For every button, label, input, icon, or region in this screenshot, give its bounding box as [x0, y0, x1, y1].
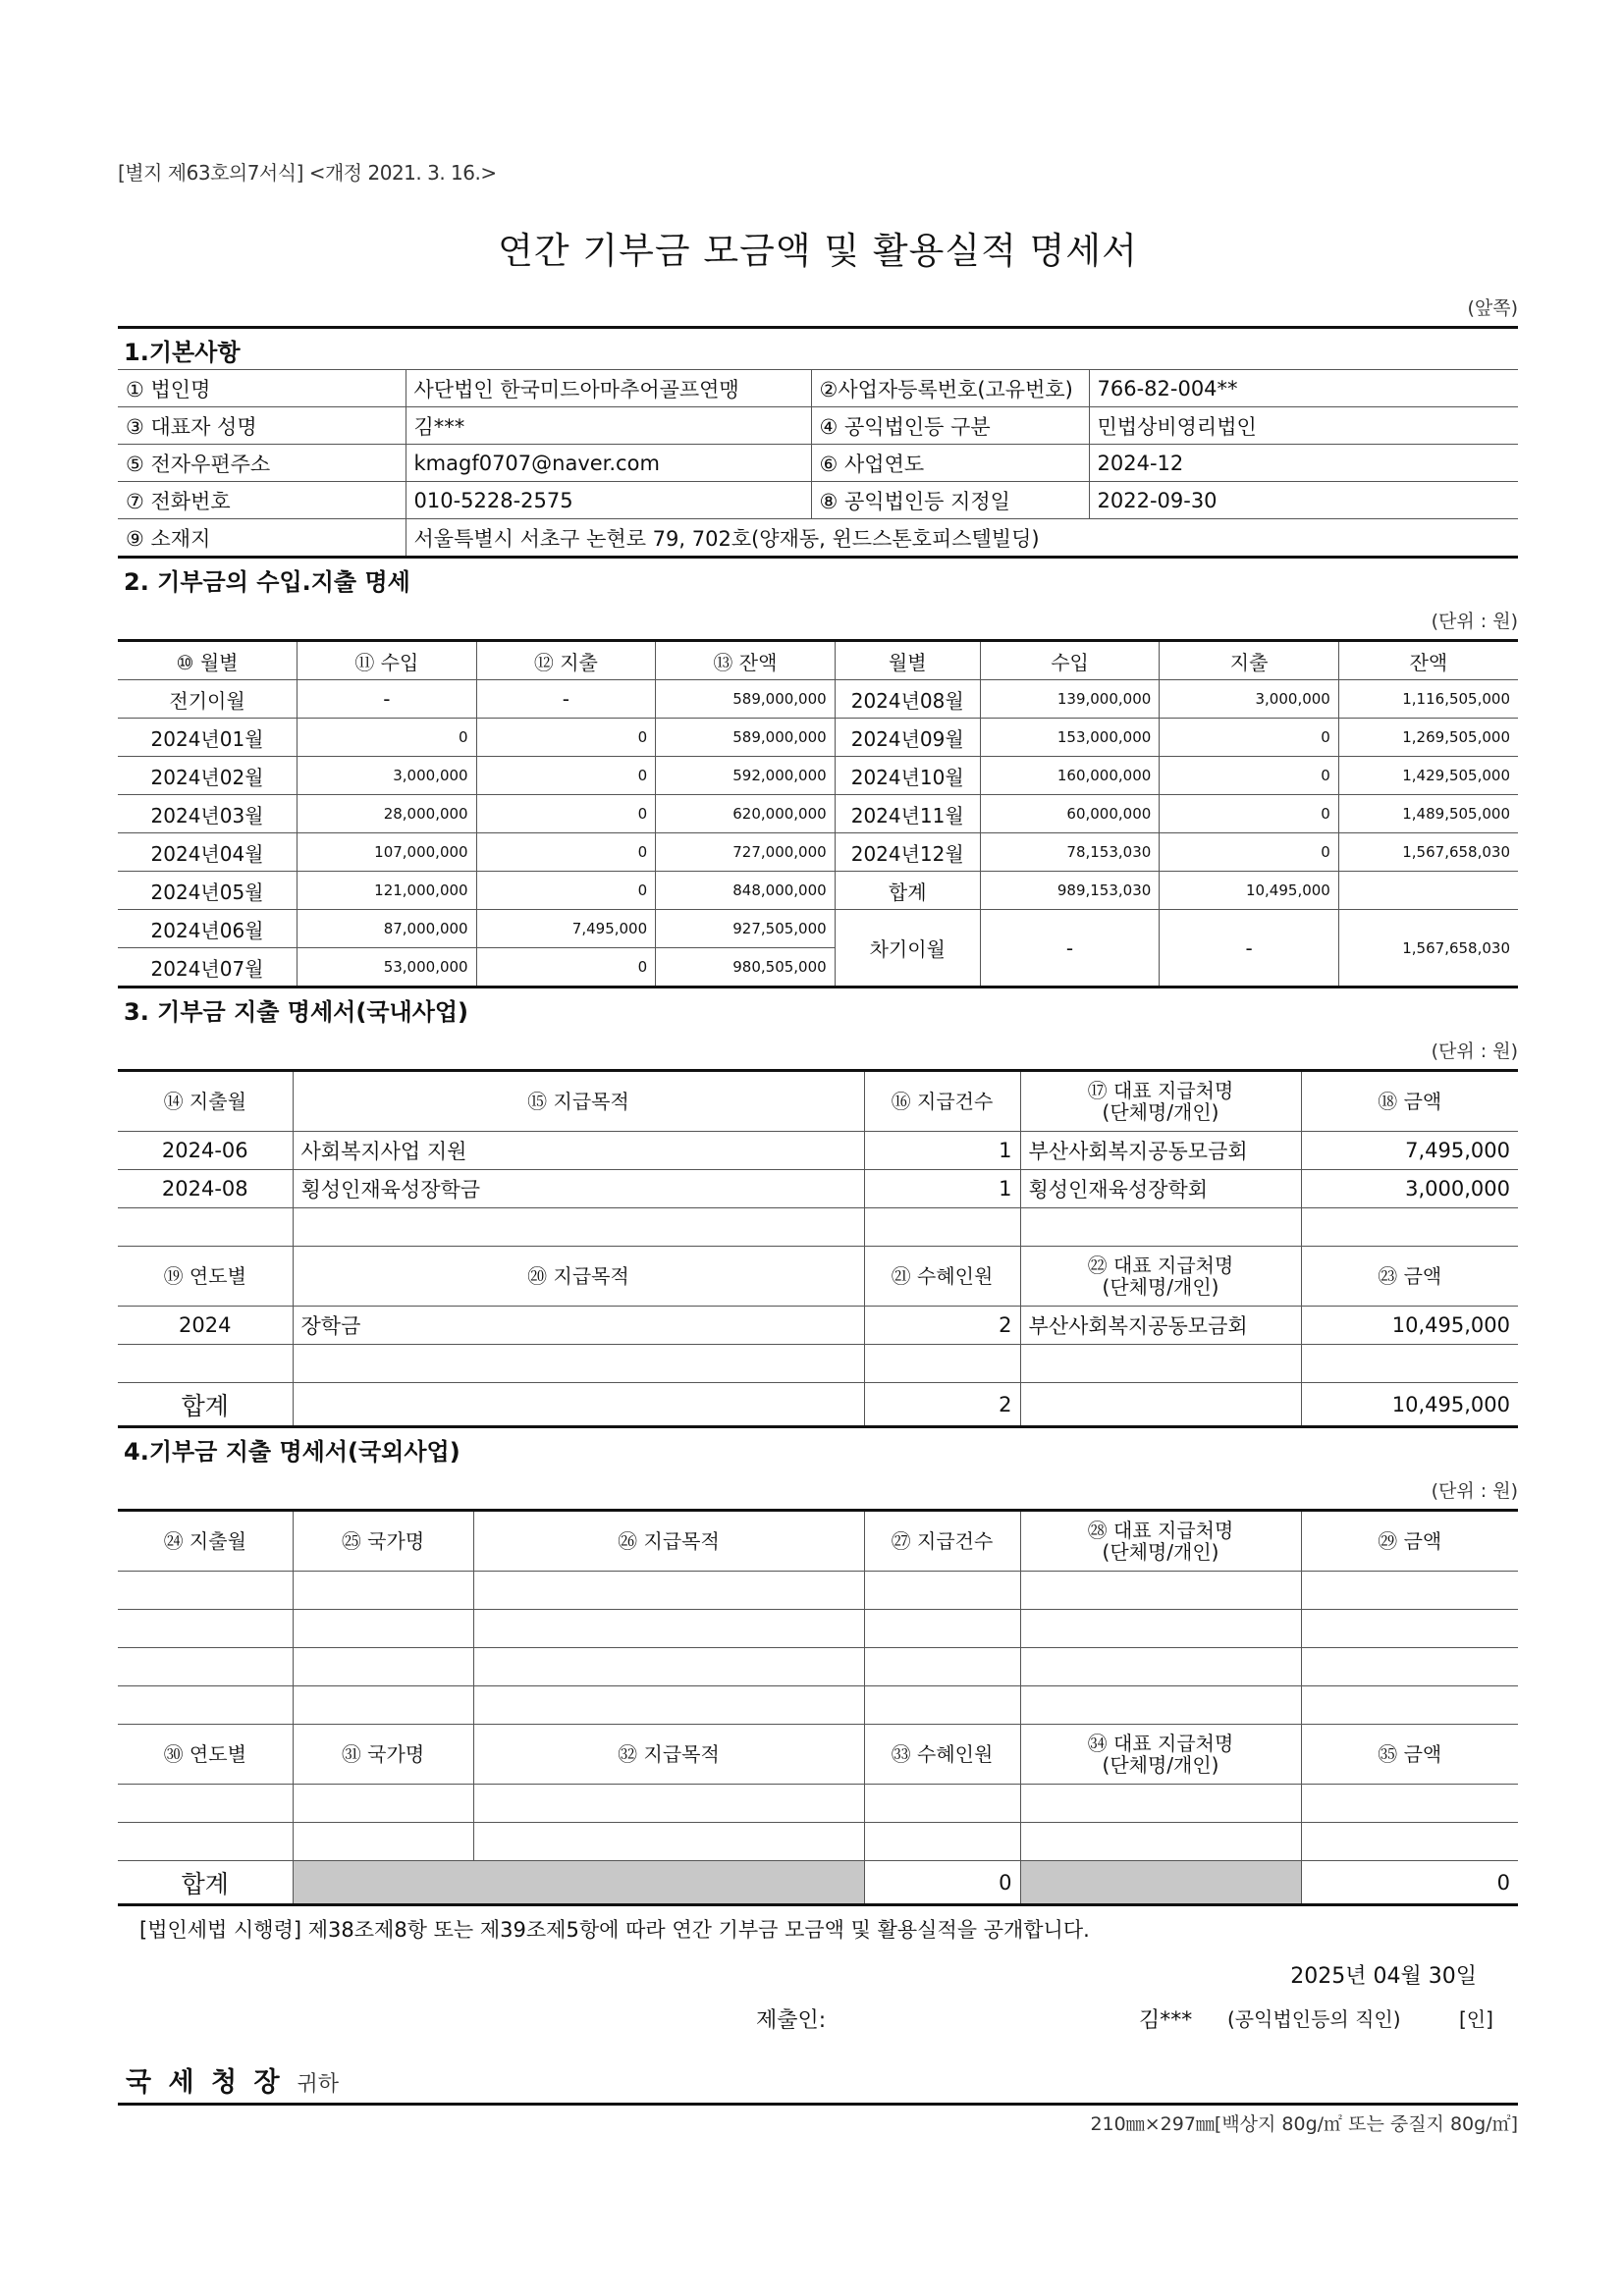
column-header: ⑭ 지출월 — [118, 1071, 293, 1132]
empty-cell — [1301, 1785, 1518, 1823]
empty-cell — [293, 1208, 864, 1247]
field-value: 2022-09-30 — [1089, 482, 1518, 519]
balance-cell: 589,000,000 — [656, 719, 836, 757]
balance-cell: 980,505,000 — [656, 948, 836, 988]
column-header: ⑫ 지출 — [476, 641, 656, 680]
expense-cell: 3,000,000 — [1160, 680, 1339, 719]
payee-header-line2: (단체명/개인) — [1102, 1100, 1219, 1124]
section-2-unit: (단위 : 원) — [1431, 611, 1518, 632]
column-header: ⑲ 연도별 — [118, 1247, 293, 1307]
table-header-row — [118, 1511, 1518, 1572]
empty-cell — [293, 1823, 473, 1861]
field-label: ⑨ 소재지 — [118, 519, 406, 558]
expense-cell: 0 — [476, 795, 656, 833]
total-count: 2 — [864, 1383, 1020, 1427]
submitter-line — [118, 2003, 1518, 2043]
carry-expense: - — [1160, 910, 1339, 988]
field-label: ②사업자등록번호(고유번호) — [811, 370, 1089, 407]
expense-cell: 0 — [1160, 757, 1339, 795]
empty-cell — [1301, 1345, 1518, 1383]
domestic-expense-table — [118, 1069, 1518, 1428]
submitter-name: 김*** — [1139, 2008, 1193, 2033]
column-header: ㉕ 국가명 — [293, 1511, 473, 1572]
month-cell: 2024년10월 — [835, 757, 980, 795]
income-cell: 87,000,000 — [298, 910, 477, 948]
field-label: ⑦ 전화번호 — [118, 482, 406, 519]
balance-cell: 1,567,658,030 — [1338, 833, 1518, 872]
empty-row — [118, 1572, 1518, 1610]
overseas-expense-table — [118, 1509, 1518, 1906]
income-cell: 60,000,000 — [980, 795, 1160, 833]
total-label: 합계 — [118, 1861, 293, 1905]
balance-cell: 848,000,000 — [656, 872, 836, 910]
recipient: 국 세 청 장 — [126, 2067, 284, 2098]
empty-cell — [473, 1686, 864, 1725]
empty-row — [118, 1785, 1518, 1823]
balance-cell: 1,489,505,000 — [1338, 795, 1518, 833]
empty-cell — [1301, 1686, 1518, 1725]
column-header: ㉚ 연도별 — [118, 1725, 293, 1785]
month-cell: 2024년02월 — [118, 757, 298, 795]
purpose-cell: 사회복지사업 지원 — [293, 1132, 864, 1170]
column-header: ㉝ 수혜인원 — [864, 1725, 1020, 1785]
legal-basis-text: [법인세법 시행령] 제38조제8항 또는 제39조제5항에 따라 연간 기부금 모금액 및 활용실적을 공개합니다. — [139, 1918, 1090, 1942]
empty-cell — [118, 1823, 293, 1861]
column-header: ㉙ 금액 — [1301, 1511, 1518, 1572]
table-row — [118, 1132, 1518, 1170]
total-label: 합계 — [118, 1383, 293, 1427]
income-cell: 78,153,030 — [980, 833, 1160, 872]
amount-cell: 10,495,000 — [1301, 1307, 1518, 1345]
info-row — [118, 445, 1518, 482]
info-row — [118, 407, 1518, 445]
table-header-row — [118, 1071, 1518, 1132]
payee-header-line2: (단체명/개인) — [1102, 1753, 1219, 1777]
section-2-heading: 2. 기부금의 수입.지출 명세 — [124, 568, 410, 596]
table-row — [118, 757, 1518, 795]
table-row — [118, 795, 1518, 833]
table-row — [118, 680, 1518, 719]
carry-income: - — [980, 910, 1160, 988]
empty-cell — [293, 1610, 473, 1648]
table-header-row — [118, 1247, 1518, 1307]
empty-cell — [1020, 1823, 1301, 1861]
payee-header-line1: ㉘ 대표 지급처명 — [1087, 1519, 1234, 1542]
count-cell: 1 — [864, 1170, 1020, 1208]
empty-cell — [864, 1785, 1020, 1823]
empty-row — [118, 1208, 1518, 1247]
count-cell: 2 — [864, 1307, 1020, 1345]
field-label: ④ 공익법인등 구분 — [811, 407, 1089, 445]
empty-cell — [864, 1823, 1020, 1861]
table-header-row — [118, 1725, 1518, 1785]
expense-cell: - — [476, 680, 656, 719]
empty-cell — [1301, 1610, 1518, 1648]
payee-header — [1020, 1071, 1301, 1132]
field-label: ⑤ 전자우편주소 — [118, 445, 406, 482]
month-cell: 2024년09월 — [835, 719, 980, 757]
payee-header-line1: ㉞ 대표 지급처명 — [1087, 1732, 1234, 1755]
column-header: ⑬ 잔액 — [656, 641, 836, 680]
column-header: ㉗ 지급건수 — [864, 1511, 1020, 1572]
empty-cell — [293, 1383, 864, 1427]
empty-cell — [473, 1610, 864, 1648]
paper-spec: 210㎜×297㎜[백상지 80g/㎡ 또는 중질지 80g/㎡] — [1090, 2113, 1518, 2135]
shaded-cell — [1020, 1861, 1301, 1905]
balance-cell: 1,269,505,000 — [1338, 719, 1518, 757]
address-value: 서울특별시 서초구 논현로 79, 702호(양재동, 윈드스톤호피스텔빌딩) — [406, 519, 1518, 558]
total-amount: 10,495,000 — [1301, 1383, 1518, 1427]
field-value: 766-82-004** — [1089, 370, 1518, 407]
carry-forward-label: 차기이월 — [835, 910, 980, 988]
expense-cell: 7,495,000 — [476, 910, 656, 948]
expense-cell: 0 — [1160, 795, 1339, 833]
section-3-unit: (단위 : 원) — [1431, 1041, 1518, 1062]
empty-cell — [1020, 1345, 1301, 1383]
section-4-heading: 4.기부금 지출 명세서(국외사업) — [124, 1438, 460, 1466]
submission-date: 2025년 04월 30일 — [1290, 1964, 1477, 1989]
income-cell: 3,000,000 — [298, 757, 477, 795]
column-header: ㉑ 수혜인원 — [864, 1247, 1020, 1307]
table-row — [118, 1307, 1518, 1345]
balance-cell: 1,116,505,000 — [1338, 680, 1518, 719]
expense-cell: 0 — [476, 757, 656, 795]
shaded-cell — [293, 1861, 864, 1905]
column-header: ㉟ 금액 — [1301, 1725, 1518, 1785]
empty-cell — [118, 1648, 293, 1686]
payee-cell: 횡성인재육성장학회 — [1020, 1170, 1301, 1208]
month-cell: 2024년05월 — [118, 872, 298, 910]
empty-cell — [864, 1208, 1020, 1247]
expense-cell: 10,495,000 — [1160, 872, 1339, 910]
empty-cell — [1301, 1823, 1518, 1861]
column-header: ㉔ 지출월 — [118, 1511, 293, 1572]
submitter-role: (공익법인등의 직인) — [1227, 2007, 1401, 2031]
payee-header — [1020, 1511, 1301, 1572]
empty-row — [118, 1345, 1518, 1383]
column-header: 수입 — [980, 641, 1160, 680]
empty-cell — [864, 1572, 1020, 1610]
column-header: ⑩ 월별 — [118, 641, 298, 680]
column-header: ㉜ 지급목적 — [473, 1725, 864, 1785]
income-cell: 160,000,000 — [980, 757, 1160, 795]
empty-cell — [118, 1686, 293, 1725]
empty-cell — [293, 1572, 473, 1610]
payee-header-line1: ㉒ 대표 지급처명 — [1087, 1254, 1234, 1277]
form-number-note: [별지 제63호의7서식] <개정 2021. 3. 16.> — [118, 161, 497, 185]
table-header-row — [118, 641, 1518, 680]
income-cell: 53,000,000 — [298, 948, 477, 988]
section-4-unit: (단위 : 원) — [1431, 1480, 1518, 1502]
field-value: 010-5228-2575 — [406, 482, 811, 519]
column-header: ⑪ 수입 — [298, 641, 477, 680]
empty-cell — [118, 1610, 293, 1648]
column-header: 지출 — [1160, 641, 1339, 680]
column-header: ⑯ 지급건수 — [864, 1071, 1020, 1132]
income-cell: 107,000,000 — [298, 833, 477, 872]
table-row — [118, 910, 1518, 948]
empty-cell — [293, 1785, 473, 1823]
empty-cell — [118, 1572, 293, 1610]
empty-cell — [118, 1345, 293, 1383]
month-cell: 2024년08월 — [835, 680, 980, 719]
field-label: ① 법인명 — [118, 370, 406, 407]
total-row — [118, 1861, 1518, 1905]
empty-cell — [1020, 1572, 1301, 1610]
empty-cell — [864, 1345, 1020, 1383]
empty-row — [118, 1823, 1518, 1861]
income-expense-table — [118, 639, 1518, 988]
field-value: 김*** — [406, 407, 811, 445]
payee-cell: 부산사회복지공동모금회 — [1020, 1307, 1301, 1345]
month-cell: 합계 — [835, 872, 980, 910]
submitter-label: 제출인: — [756, 2008, 827, 2033]
month-cell: 2024-06 — [118, 1132, 293, 1170]
income-cell: 0 — [298, 719, 477, 757]
total-row — [118, 1383, 1518, 1427]
month-cell: 2024-08 — [118, 1170, 293, 1208]
payee-header-line2: (단체명/개인) — [1102, 1275, 1219, 1299]
empty-cell — [293, 1648, 473, 1686]
empty-cell — [1020, 1208, 1301, 1247]
month-cell: 2024년04월 — [118, 833, 298, 872]
empty-cell — [1301, 1572, 1518, 1610]
total-count: 0 — [864, 1861, 1020, 1905]
expense-cell: 0 — [476, 872, 656, 910]
empty-cell — [1301, 1208, 1518, 1247]
empty-cell — [473, 1823, 864, 1861]
empty-row — [118, 1610, 1518, 1648]
column-header: ㉛ 국가명 — [293, 1725, 473, 1785]
info-row — [118, 482, 1518, 519]
section-3-heading: 3. 기부금 지출 명세서(국내사업) — [124, 998, 469, 1026]
field-label: ⑧ 공익법인등 지정일 — [811, 482, 1089, 519]
payee-cell: 부산사회복지공동모금회 — [1020, 1132, 1301, 1170]
recipient-line — [118, 2055, 1518, 2106]
payee-header — [1020, 1725, 1301, 1785]
balance-cell: 927,505,000 — [656, 910, 836, 948]
empty-cell — [473, 1785, 864, 1823]
field-value: 2024-12 — [1089, 445, 1518, 482]
column-header: ⑱ 금액 — [1301, 1071, 1518, 1132]
balance-cell: 1,429,505,000 — [1338, 757, 1518, 795]
table-row — [118, 833, 1518, 872]
column-header: 잔액 — [1338, 641, 1518, 680]
empty-cell — [864, 1686, 1020, 1725]
seal-mark: [인] — [1459, 2007, 1493, 2031]
count-cell: 1 — [864, 1132, 1020, 1170]
month-cell: 2024년03월 — [118, 795, 298, 833]
empty-cell — [473, 1572, 864, 1610]
income-cell: 153,000,000 — [980, 719, 1160, 757]
field-value: 민법상비영리법인 — [1089, 407, 1518, 445]
empty-cell — [473, 1648, 864, 1686]
balance-cell: 727,000,000 — [656, 833, 836, 872]
field-value: kmagf0707@naver.com — [406, 445, 811, 482]
address-row — [118, 519, 1518, 558]
purpose-cell: 횡성인재육성장학금 — [293, 1170, 864, 1208]
empty-cell — [1020, 1686, 1301, 1725]
expense-cell: 0 — [476, 948, 656, 988]
info-row — [118, 370, 1518, 407]
empty-cell — [1020, 1648, 1301, 1686]
income-cell: 121,000,000 — [298, 872, 477, 910]
column-header: ⑳ 지급목적 — [293, 1247, 864, 1307]
balance-cell: 589,000,000 — [656, 680, 836, 719]
amount-cell: 7,495,000 — [1301, 1132, 1518, 1170]
income-cell: - — [298, 680, 477, 719]
form-page — [118, 157, 1518, 2136]
expense-cell: 0 — [476, 833, 656, 872]
empty-cell — [1301, 1648, 1518, 1686]
month-cell: 2024년06월 — [118, 910, 298, 948]
table-row — [118, 872, 1518, 910]
balance-cell: 592,000,000 — [656, 757, 836, 795]
field-label: ③ 대표자 성명 — [118, 407, 406, 445]
purpose-cell: 장학금 — [293, 1307, 864, 1345]
expense-cell: 0 — [1160, 719, 1339, 757]
empty-cell — [293, 1686, 473, 1725]
field-value: 사단법인 한국미드아마추어골프연맹 — [406, 370, 811, 407]
honorific: 귀하 — [297, 2072, 340, 2097]
empty-cell — [118, 1785, 293, 1823]
month-cell: 2024년07월 — [118, 948, 298, 988]
empty-cell — [864, 1648, 1020, 1686]
month-cell: 2024년01월 — [118, 719, 298, 757]
empty-cell — [118, 1208, 293, 1247]
empty-row — [118, 1686, 1518, 1725]
amount-cell: 3,000,000 — [1301, 1170, 1518, 1208]
carry-balance: 1,567,658,030 — [1338, 910, 1518, 988]
total-amount: 0 — [1301, 1861, 1518, 1905]
section-1-heading: 1.기본사항 — [118, 326, 1518, 369]
balance-cell: 620,000,000 — [656, 795, 836, 833]
empty-cell — [1020, 1785, 1301, 1823]
payee-header — [1020, 1247, 1301, 1307]
column-header: ㉓ 금액 — [1301, 1247, 1518, 1307]
year-cell: 2024 — [118, 1307, 293, 1345]
empty-cell — [864, 1610, 1020, 1648]
column-header: ㉖ 지급목적 — [473, 1511, 864, 1572]
month-cell: 2024년12월 — [835, 833, 980, 872]
empty-cell — [1020, 1383, 1301, 1427]
expense-cell: 0 — [1160, 833, 1339, 872]
document-title: 연간 기부금 모금액 및 활용실적 명세서 — [498, 230, 1138, 272]
month-cell: 전기이월 — [118, 680, 298, 719]
month-cell: 2024년11월 — [835, 795, 980, 833]
income-cell: 989,153,030 — [980, 872, 1160, 910]
column-header: 월별 — [835, 641, 980, 680]
table-row — [118, 1170, 1518, 1208]
column-header: ⑮ 지급목적 — [293, 1071, 864, 1132]
income-cell: 28,000,000 — [298, 795, 477, 833]
side-marker: (앞쪽) — [1467, 297, 1518, 319]
basic-info-table — [118, 369, 1518, 559]
empty-cell — [1020, 1610, 1301, 1648]
payee-header-line1: ⑰ 대표 지급처명 — [1087, 1079, 1234, 1102]
payee-header-line2: (단체명/개인) — [1102, 1540, 1219, 1564]
empty-cell — [293, 1345, 864, 1383]
income-cell: 139,000,000 — [980, 680, 1160, 719]
table-row — [118, 719, 1518, 757]
field-label: ⑥ 사업연도 — [811, 445, 1089, 482]
expense-cell: 0 — [476, 719, 656, 757]
balance-cell — [1338, 872, 1518, 910]
empty-row — [118, 1648, 1518, 1686]
